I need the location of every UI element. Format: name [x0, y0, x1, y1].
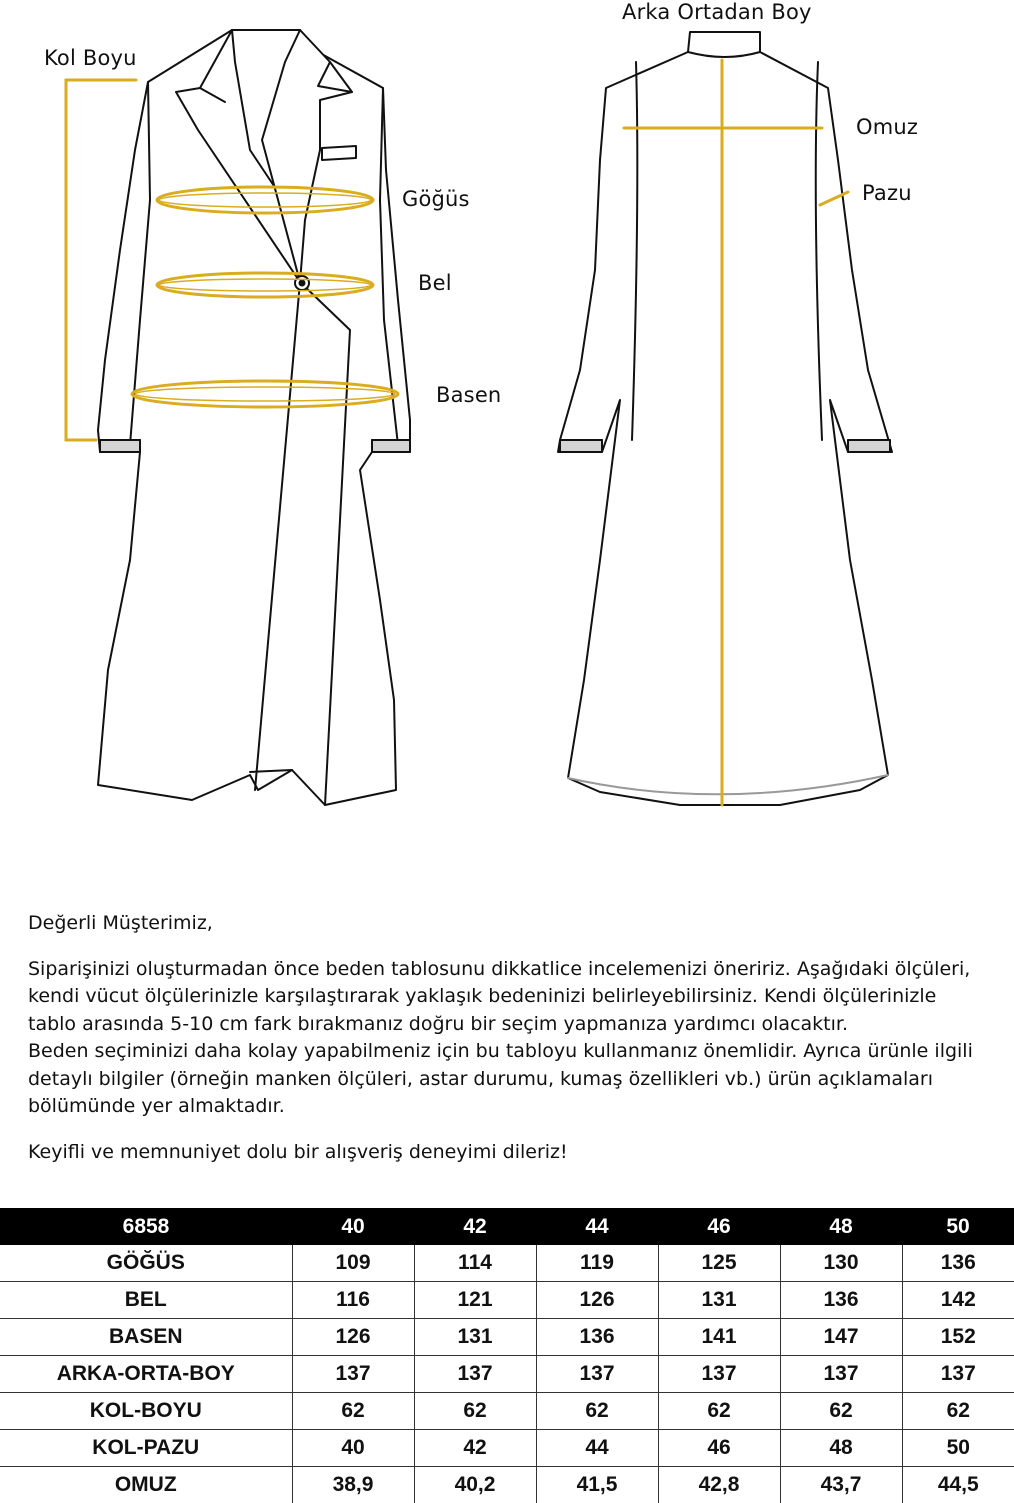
table-cell: 136 — [780, 1282, 902, 1319]
table-cell: 137 — [292, 1356, 414, 1393]
header-size-40: 40 — [292, 1208, 414, 1245]
table-row — [0, 1467, 1014, 1503]
table-row — [0, 1430, 1014, 1467]
table-row — [0, 1319, 1014, 1356]
table-cell: 136 — [902, 1245, 1014, 1282]
table-cell: 62 — [292, 1393, 414, 1430]
size-chart-table — [0, 1208, 1014, 1503]
label-pazu: Pazu — [862, 181, 912, 205]
table-cell: 121 — [414, 1282, 536, 1319]
notice-paragraph-1: Siparişinizi oluşturmadan önce beden tablosunu dikkatlice incelemenizi öneririz. Aşağıdaki ölçüleri, kendi vücut ölçülerinizle karşılaştırarak yaklaşık bedeninizi belirleyebilirsiniz. Kendi ölçülerinizle tablo arasında 5-10 cm fark bırakmanız doğru bir seçim yapmanıza yardımcı olacaktır. — [28, 956, 988, 1039]
table-cell: 46 — [658, 1430, 780, 1467]
table-cell: 147 — [780, 1319, 902, 1356]
table-row — [0, 1282, 1014, 1319]
table-cell: 126 — [292, 1319, 414, 1356]
table-cell: 116 — [292, 1282, 414, 1319]
table-cell: 44 — [536, 1430, 658, 1467]
table-cell: 114 — [414, 1245, 536, 1282]
row-label: ARKA-ORTA-BOY — [0, 1356, 292, 1393]
table-cell: 137 — [902, 1356, 1014, 1393]
table-cell: 43,7 — [780, 1467, 902, 1503]
table-cell: 137 — [536, 1356, 658, 1393]
table-row — [0, 1356, 1014, 1393]
table-cell: 126 — [536, 1282, 658, 1319]
table-cell: 109 — [292, 1245, 414, 1282]
table-cell: 137 — [414, 1356, 536, 1393]
table-cell: 137 — [780, 1356, 902, 1393]
coat-front-view — [98, 30, 410, 805]
customer-notice — [28, 910, 988, 1166]
label-kol-boyu: Kol Boyu — [44, 46, 137, 70]
header-size-46: 46 — [658, 1208, 780, 1245]
table-cell: 141 — [658, 1319, 780, 1356]
row-label: GÖĞÜS — [0, 1245, 292, 1282]
table-cell: 152 — [902, 1319, 1014, 1356]
row-label: BEL — [0, 1282, 292, 1319]
table-cell: 44,5 — [902, 1467, 1014, 1503]
table-cell: 131 — [414, 1319, 536, 1356]
table-cell: 40 — [292, 1430, 414, 1467]
row-label: KOL-BOYU — [0, 1393, 292, 1430]
label-gogus: Göğüs — [402, 187, 470, 211]
header-size-42: 42 — [414, 1208, 536, 1245]
table-cell: 48 — [780, 1430, 902, 1467]
label-basen: Basen — [436, 383, 501, 407]
label-omuz: Omuz — [856, 115, 918, 139]
table-row — [0, 1393, 1014, 1430]
table-cell: 131 — [658, 1282, 780, 1319]
table-cell: 62 — [414, 1393, 536, 1430]
table-cell: 42,8 — [658, 1467, 780, 1503]
table-cell: 62 — [780, 1393, 902, 1430]
table-header-row — [0, 1208, 1014, 1245]
table-cell: 130 — [780, 1245, 902, 1282]
label-bel: Bel — [418, 271, 452, 295]
table-row — [0, 1245, 1014, 1282]
label-arka-ortadan-boy: Arka Ortadan Boy — [622, 0, 812, 24]
notice-paragraph-2: Beden seçiminizi daha kolay yapabilmeniz için bu tabloyu kullanmanız önemlidir. Ayrıca ürünle ilgili detaylı bilgiler (örneğin manken ölçüleri, astar durumu, kumaş özellikleri vb.) ürün açıklamaları bölümünde yer almaktadır. — [28, 1038, 988, 1121]
table-cell: 125 — [658, 1245, 780, 1282]
table-cell: 136 — [536, 1319, 658, 1356]
row-label: BASEN — [0, 1319, 292, 1356]
table-cell: 137 — [658, 1356, 780, 1393]
row-label: KOL-PAZU — [0, 1430, 292, 1467]
table-cell: 50 — [902, 1430, 1014, 1467]
table-cell: 62 — [658, 1393, 780, 1430]
coat-back-view — [558, 32, 892, 805]
header-model-code: 6858 — [0, 1208, 292, 1245]
notice-greeting: Değerli Müşterimiz, — [28, 910, 988, 938]
table-cell: 62 — [902, 1393, 1014, 1430]
table-cell: 41,5 — [536, 1467, 658, 1503]
header-size-50: 50 — [902, 1208, 1014, 1245]
row-label: OMUZ — [0, 1467, 292, 1503]
table-cell: 62 — [536, 1393, 658, 1430]
header-size-48: 48 — [780, 1208, 902, 1245]
table-cell: 40,2 — [414, 1467, 536, 1503]
table-cell: 38,9 — [292, 1467, 414, 1503]
header-size-44: 44 — [536, 1208, 658, 1245]
table-cell: 42 — [414, 1430, 536, 1467]
table-cell: 119 — [536, 1245, 658, 1282]
table-cell: 142 — [902, 1282, 1014, 1319]
notice-closing: Keyifli ve memnuniyet dolu bir alışveriş deneyimi dileriz! — [28, 1139, 988, 1167]
